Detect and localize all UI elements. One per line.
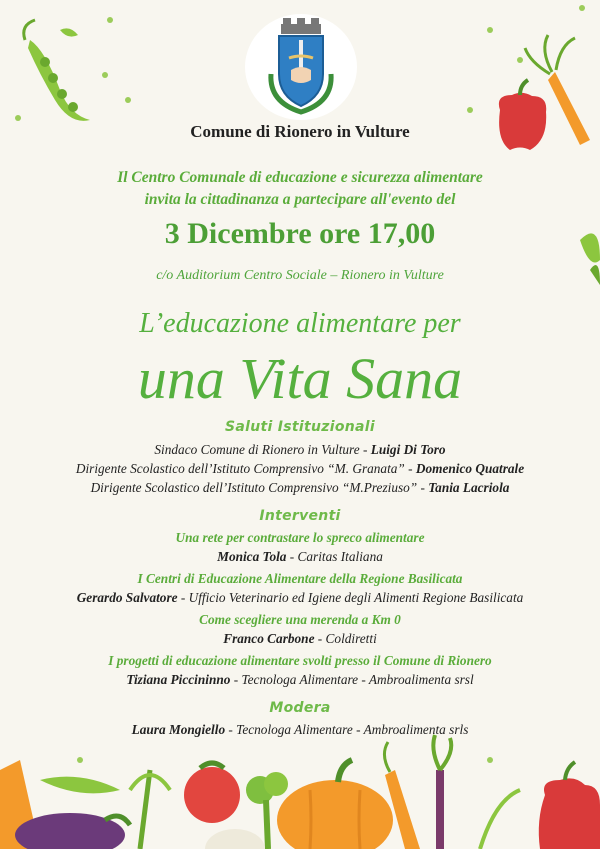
speaker-name: Tiziana Piccininno <box>126 672 231 687</box>
saluti-role: Dirigente Scolastico dell’Istituto Comprensivo “M.Preziuso” - <box>90 480 429 495</box>
intervento-speaker-3 <box>0 631 600 647</box>
saluti-heading: Saluti Istituzionali <box>225 419 375 435</box>
pea-pod-icon <box>24 20 90 121</box>
moderator-name: Laura Mongiello <box>131 722 226 737</box>
speaker-role: - Caritas Italiana <box>286 549 383 564</box>
saluti-name: Luigi Di Toro <box>370 442 446 457</box>
moderator-role: - Tecnologa Alimentare - Ambroalimenta srls <box>225 722 469 737</box>
saluti-item-1 <box>0 442 600 458</box>
saluti-role: Sindaco Comune di Rionero in Vulture - <box>154 442 371 457</box>
speaker-role: - Tecnologa Alimentare - Ambroalimenta srsl <box>230 672 474 687</box>
intervento-topic-3: Come scegliere una merenda a Km 0 <box>199 612 401 627</box>
saluti-role: Dirigente Scolastico dell’Istituto Comprensivo “M. Granata” - <box>75 461 416 476</box>
event-date: 3 Dicembre ore 17,00 <box>164 217 436 250</box>
speaker-role: - Coldiretti <box>314 631 377 646</box>
intervento-topic-1: Una rete per contrastare lo spreco alimentare <box>175 530 425 545</box>
bottom-vegetables-icon <box>0 735 600 849</box>
saluti-name: Tania Lacriola <box>428 480 510 495</box>
intervento-speaker-4 <box>0 672 600 688</box>
municipality-emblem <box>245 14 357 120</box>
interventi-heading: Interventi <box>259 508 341 524</box>
speaker-role: - Ufficio Veterinario ed Igiene degli Alimenti Regione Basilicata <box>177 590 524 605</box>
speaker-name: Gerardo Salvatore <box>76 590 178 605</box>
saluti-name: Domenico Quatrale <box>415 461 525 476</box>
invite-line-1: Il Centro Comunale di educazione e sicurezza alimentare <box>117 169 483 186</box>
saluti-item-2 <box>0 461 600 477</box>
modera-speaker <box>0 722 600 738</box>
intervento-topic-2: I Centri di Educazione Alimentare della Regione Basilicata <box>137 571 463 586</box>
event-title: una Vita Sana <box>137 346 463 411</box>
modera-heading: Modera <box>269 700 331 716</box>
intervento-topic-4: I progetti di educazione alimentare svolti presso il Comune di Rionero <box>108 653 492 668</box>
invite-line-2: invita la cittadinanza a partecipare all'evento del <box>144 191 456 208</box>
event-venue: c/o Auditorium Centro Sociale – Rionero in Vulture <box>156 268 444 283</box>
intervento-speaker-1 <box>0 549 600 565</box>
intervento-speaker-2 <box>0 590 600 606</box>
event-subtitle: L’educazione alimentare per <box>139 308 461 339</box>
speaker-name: Franco Carbone <box>223 631 315 646</box>
coat-of-arms-icon <box>245 14 357 120</box>
municipality-title: Comune di Rionero in Vulture <box>190 122 410 141</box>
speaker-name: Monica Tola <box>217 549 287 564</box>
saluti-item-3 <box>0 480 600 496</box>
